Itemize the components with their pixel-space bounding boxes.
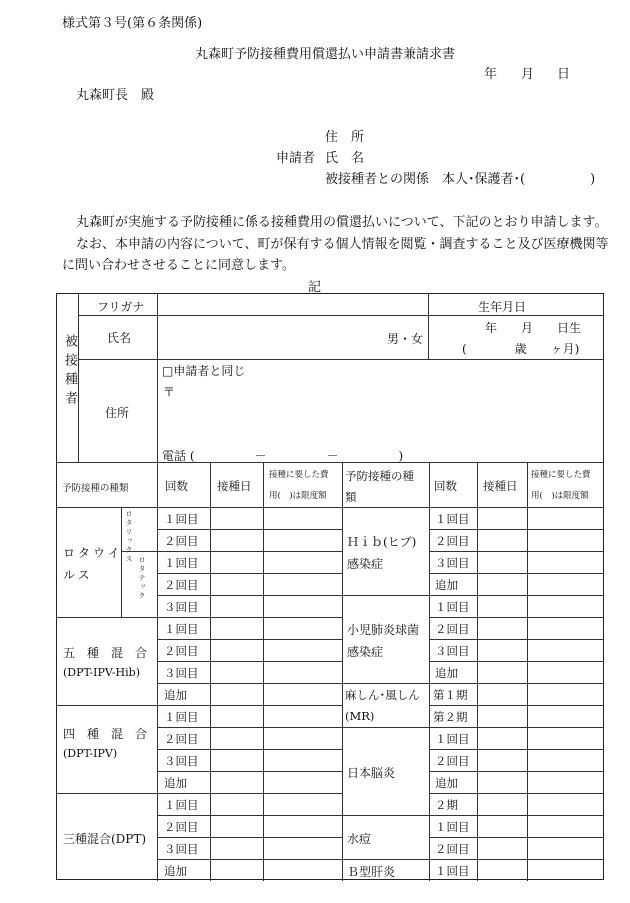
form-number: 様式第３号(第６条関係) xyxy=(62,16,203,31)
header-vaccine-right-1: 予防接種の種 xyxy=(345,469,414,483)
four-dose-4: 追加 xyxy=(164,776,187,790)
five-dose-4: 追加 xyxy=(164,688,187,702)
date-year: 年 xyxy=(484,67,498,82)
pneumo-dose-1: １回目 xyxy=(435,600,470,614)
three-dose-3: ３回目 xyxy=(164,842,199,856)
rota-dose-4: ２回目 xyxy=(164,578,199,592)
relation-label: 被接種者との関係 本人･保護者･( ) xyxy=(325,172,596,187)
je-dose-4: ２期 xyxy=(435,798,458,812)
paragraph-2: なお、本申請の内容について、町が保有する個人情報を閲覧・調査すること及び医療機関等 xyxy=(76,237,609,252)
rota-sub-rotarix: ロタリックス xyxy=(125,510,133,564)
pneumo-name-1: 小児肺炎球菌 xyxy=(347,623,420,637)
five-dose-1: １回目 xyxy=(164,622,199,636)
four-dose-1: １回目 xyxy=(164,710,199,724)
gender-field[interactable]: 男・女 xyxy=(387,332,424,346)
date-month: 月 xyxy=(521,67,535,82)
rota-dose-1: １回目 xyxy=(164,512,199,526)
je-dose-2: ２回目 xyxy=(435,754,470,768)
header-cost-1: 接種に要した費 xyxy=(269,470,329,480)
rota-dose-3: １回目 xyxy=(164,556,199,570)
hib-dose-2: ２回目 xyxy=(435,534,470,548)
applicant-address-label: 住 所 xyxy=(325,130,365,145)
furigana-label: フリガナ xyxy=(97,300,145,314)
header-cost-right-1: 接種に要した費 xyxy=(531,470,591,480)
mr-dose-2: 第２期 xyxy=(433,710,468,724)
hib-name-2: 感染症 xyxy=(347,557,384,571)
rota-name-1: ロタウイ xyxy=(63,546,123,560)
header-count-right: 回数 xyxy=(434,479,457,493)
date-day: 日 xyxy=(557,67,571,82)
header-date: 接種日 xyxy=(217,479,252,493)
pneumo-dose-2: ２回目 xyxy=(435,622,470,636)
hepb-name: Ｂ型肝炎 xyxy=(347,865,396,879)
rota-name-2: ルス xyxy=(63,568,93,582)
mr-name-2: (MR) xyxy=(345,709,375,723)
four-name-1: 四 種 混 合 xyxy=(63,727,148,741)
je-dose-1: １回目 xyxy=(435,732,470,746)
four-name-2: (DPT-IPV) xyxy=(63,747,118,760)
patient-address-label: 住所 xyxy=(105,406,130,420)
paragraph-3: に問い合わせさせることに同意します。 xyxy=(62,258,295,273)
paragraph-1: 丸森町が実施する予防接種に係る接種費用の償還払いについて、下記のとおり申請します。 xyxy=(76,215,608,230)
header-vaccine: 予防接種の種類 xyxy=(62,483,129,494)
age-fields[interactable]: ( 歳 ヶ月) xyxy=(462,342,580,356)
five-dose-3: ３回目 xyxy=(164,666,199,680)
postal-mark: 〒 xyxy=(163,385,176,399)
application-form-table xyxy=(56,293,604,880)
hib-name-1: Ｈｉｂ(ヒブ) xyxy=(347,535,417,549)
five-name-2: (DPT-IPV-Hib) xyxy=(63,666,140,679)
rota-dose-5: ３回目 xyxy=(164,600,199,614)
birth-date-fields[interactable]: 年 月 日生 xyxy=(485,321,582,335)
rota-dose-2: ２回目 xyxy=(164,534,199,548)
hib-dose-3: ３回目 xyxy=(435,556,470,570)
header-date-right: 接種日 xyxy=(483,479,518,493)
applicant-label: 申請者 xyxy=(276,151,316,166)
varicella-name: 水痘 xyxy=(347,832,372,846)
hib-dose-4: 追加 xyxy=(435,578,458,592)
phone-field[interactable]: 電話 ( － － ) xyxy=(162,449,404,463)
applicant-name-label: 氏 名 xyxy=(325,151,365,166)
form-title: 丸森町予防接種費用償還払い申請書兼請求書 xyxy=(195,47,456,62)
rota-sub-rotateq: ロタテック xyxy=(138,556,146,601)
je-dose-3: 追加 xyxy=(435,776,458,790)
addressee: 丸森町長 殿 xyxy=(76,88,155,103)
patient-section-label: 被接種者 xyxy=(62,334,77,410)
mr-name-1: 麻しん･風しん xyxy=(345,688,420,702)
three-dose-4: 追加 xyxy=(164,864,187,878)
header-count: 回数 xyxy=(165,479,188,493)
four-dose-2: ２回目 xyxy=(164,732,199,746)
hepb-dose-1: １回目 xyxy=(435,864,470,878)
five-name-1: 五 種 混 合 xyxy=(63,646,148,660)
three-dose-1: １回目 xyxy=(164,798,199,812)
ki-label: 記 xyxy=(308,280,322,295)
pneumo-name-2: 感染症 xyxy=(347,645,384,659)
three-name: 三種混合(DPT) xyxy=(63,832,147,846)
three-dose-2: ２回目 xyxy=(164,820,199,834)
je-name: 日本脳炎 xyxy=(347,766,396,780)
mr-dose-1: 第１期 xyxy=(433,688,468,702)
birth-label: 生年月日 xyxy=(478,300,527,314)
same-as-applicant-checkbox[interactable]: □申請者と同じ xyxy=(162,364,246,378)
hib-dose-1: １回目 xyxy=(435,512,470,526)
varicella-dose-1: １回目 xyxy=(435,820,470,834)
header-cost-right-2: 用( )は限度額 xyxy=(531,491,589,501)
pneumo-dose-4: 追加 xyxy=(435,666,458,680)
name-label: 氏名 xyxy=(107,331,132,345)
varicella-dose-2: ２回目 xyxy=(435,842,470,856)
header-vaccine-right-2: 類 xyxy=(345,490,357,504)
four-dose-3: ３回目 xyxy=(164,754,199,768)
pneumo-dose-3: ３回目 xyxy=(435,644,470,658)
header-cost-2: 用( )は限度額 xyxy=(269,491,327,501)
five-dose-2: ２回目 xyxy=(164,644,199,658)
